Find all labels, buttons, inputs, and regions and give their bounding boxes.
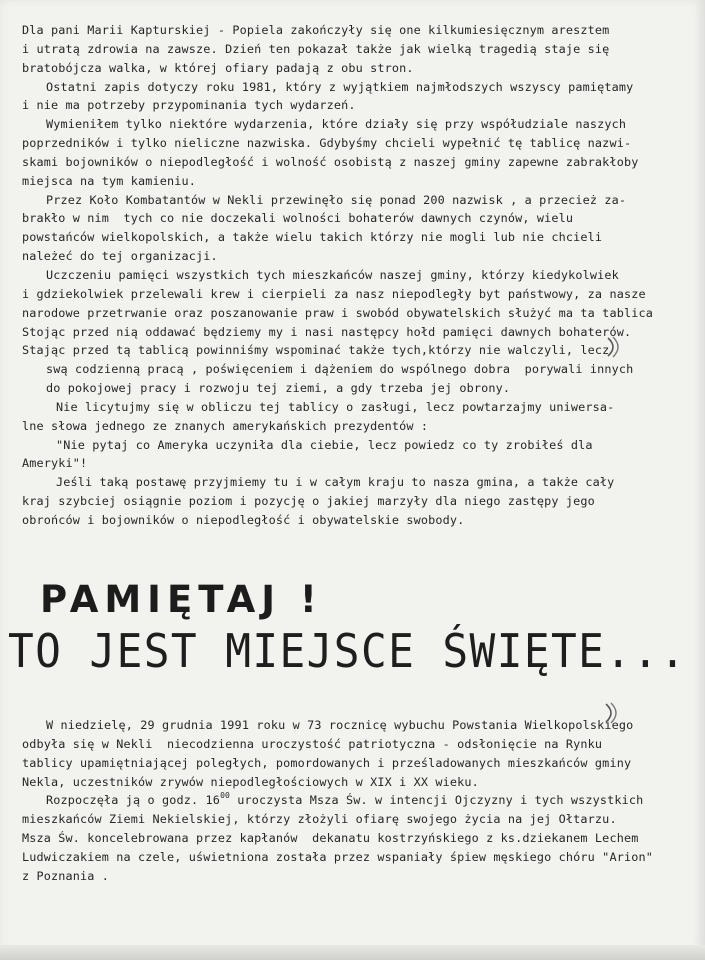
page-edge [0,945,705,960]
text-line: odbyła się w Nekli niecodzienna uroczystość patriotyczna - odsłonięcie na Rynku [22,736,603,751]
text-line: lne słowa jednego ze znanych amerykańskich prezydentów : [22,418,429,433]
text-line: powstańców wielkopolskich, a także wielu takich którzy nie mogli lub nie chcieli [22,230,603,245]
superscript: 00 [220,791,230,801]
text-line: do pokojowej pracy i rozwoju tej ziemi, a gdy trzeba jej obrony. [46,381,511,396]
text-line: narodowe przetrwanie oraz poszanowanie praw i swobód obywatelskich służyć ma ta tablica [22,305,653,320]
text-line: Wymieniłem tylko niektóre wydarzenia, które działy się przy współudziale naszych [46,117,627,132]
text-fragment: Rozpoczęła ją o godz. 16 [46,793,221,808]
text-line: kraj szybciej osiągnie poziom i pozycję o jakiej marzyły dla niego zastępy jego [22,494,595,509]
text-line: Stając przed tą tablicą powinniśmy wspominać także tych,którzy nie walczyli, lecz [22,343,610,358]
text-line: obrońców i bojowników o niepodległość i obywatelskie swobody. [22,512,465,527]
text-line: Stojąc przed nią oddawać będziemy my i nasi następcy hołd pamięci dawnych bohaterów. [22,324,632,339]
text-line: Przez Koło Kombatantów w Nekli przewinęło się ponad 200 nazwisk , a przecież za- [46,192,627,207]
text-line: Jeśli taką postawę przyjmiemy tu i w całym kraju to nasza gmina, a także cały [56,475,615,490]
text-line: skami bojowników o niepodległość i wolność osobistą z naszej gminy zapewne zabrakłoby [22,154,639,169]
text-line: "Nie pytaj co Ameryka uczyniła dla ciebie, lecz powiedz co ty zrobiłeś dla [56,437,593,452]
text-line: miejsca na tym kamieniu. [22,173,197,188]
text-line: Ameryki"! [22,456,88,471]
text-line: i gdziekolwiek przelewali krew i cierpieli za nasz niepodległy byt państwowy, za nasze [22,286,646,301]
text-line: należeć do tej organizacji. [22,249,218,264]
text-line: Uczczeniu pamięci wszystkich tych mieszkańców naszej gminy, którzy kiedykolwiek [46,267,619,282]
binder-hole-icon [602,334,628,360]
text-fragment: uroczysta Msza Św. w intencji Ojczyzny i tych wszystkich [230,793,644,808]
text-line: tablicy upamiętniającej poległych, pomordowanych i prześladowanych mieszkańców gminy [22,755,632,770]
text-line: W niedzielę, 29 grudnia 1991 roku w 73 rocznicę wybuchu Powstania Wielkopolskiego [46,718,634,732]
text-line: Dla pani Marii Kapturskiej - Popiela zakończyły się one kilkumiesięcznym aresztem [22,23,610,37]
binder-hole-icon [600,700,626,726]
heading-holy-place: TO JEST MIEJSCE ŚWIĘTE... [8,624,687,678]
text-line: mieszkańców Ziemi Nekielskiej, którzy złożyli ofiarę swojego życia na jej Ołtarzu. [22,812,617,827]
text-line: Nekla, uczestników zrywów niepodległościowych w XIX i XX wieku. [22,774,479,789]
text-line: Ludwiczakiem na czele, uświetniona została przez wspaniały śpiew męskiego chóru "Arion" [22,849,653,864]
text-line: poprzedników i tylko nieliczne nazwiska. Gdybyśmy chcieli wypełnić tę tablicę nazwi- [22,136,632,151]
text-line: bratobójcza walka, w której ofiary padają z obu stron. [22,60,414,75]
text-line: Ostatni zapis dotyczy roku 1981, który z wyjątkiem najmłodszych wszyscy pamiętamy [46,79,634,94]
text-line: brakło w nim tych co nie doczekali wolności bohaterów dawnych czynów, wielu [22,211,574,226]
text-line [22,791,644,810]
text-line: i nie ma potrzeby przypominania tych wydarzeń. [22,98,356,113]
text-line: i utratą zdrowia na zawsze. Dzień ten pokazał także jak wielką tragedią staje się [22,41,610,56]
text-line: Nie licytujmy się w obliczu tej tablicy o zasługi, lecz powtarzajmy uniwersa- [56,399,615,414]
body-text-upper [22,21,653,530]
text-line: z Poznania . [22,868,110,883]
heading-remember: PAMIĘTAJ ! [40,578,323,621]
text-line: Msza Św. koncelebrowana przez kapłanów dekanatu kostrzyńskiego z ks.dziekanem Lechem [22,831,639,846]
body-text-lower [22,716,653,886]
text-line: swą codzienną pracą , poświęceniem i dążeniem do wspólnego dobra porywali innych [46,362,634,377]
